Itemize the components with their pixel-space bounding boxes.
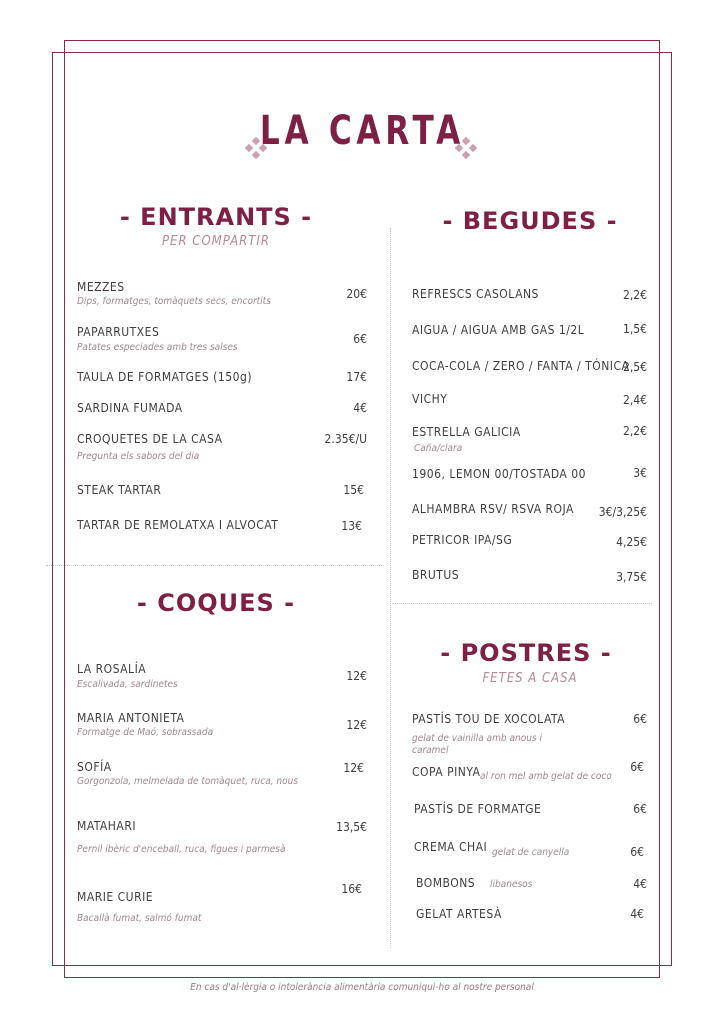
menu-item-price: 13,5€ xyxy=(336,820,367,834)
menu-item-desc: gelat de vainilla amb anous i caramel xyxy=(412,733,542,756)
postres-heading: - POSTRES - xyxy=(440,639,612,667)
vertical-divider xyxy=(390,228,391,948)
menu-item-price: 6€ xyxy=(353,332,367,346)
menu-item-name: MARIA ANTONIETA xyxy=(77,711,185,725)
menu-item-desc: Dips, formatges, tomàquets secs, encortits xyxy=(77,296,271,307)
menu-item-name: CROQUETES DE LA CASA xyxy=(77,432,223,446)
menu-item-price: 2,2€ xyxy=(622,424,647,438)
menu-item-desc: gelat de canyella xyxy=(492,847,570,858)
menu-item-price: 2,2€ xyxy=(622,288,647,302)
menu-item-name: ESTRELLA GALICIA xyxy=(412,425,521,439)
menu-item-desc: al ron mel amb gelat de coco xyxy=(480,771,612,782)
menu-item-price: 12€ xyxy=(346,718,367,732)
menu-item-name: PASTÍS TOU DE XOCOLATA xyxy=(412,712,565,726)
menu-item-price: 4€ xyxy=(630,907,644,921)
menu-item-price: 6€ xyxy=(633,712,647,726)
menu-item-price: 13€ xyxy=(341,519,362,533)
menu-item-name: TARTAR DE REMOLATXA I ALVOCAT xyxy=(77,518,279,532)
menu-item-desc: Pernil ibèric d'enceball, ruca, figues i parmesà xyxy=(77,844,286,855)
menu-item-name: REFRESCS CASOLANS xyxy=(412,287,539,301)
menu-item-desc: libanesos xyxy=(490,879,533,890)
entrants-heading: - ENTRANTS - xyxy=(119,203,313,231)
menu-item-name: SARDINA FUMADA xyxy=(77,401,183,415)
menu-item-price: 6€ xyxy=(633,802,647,816)
postres-subtitle: FETES A CASA xyxy=(482,671,578,686)
menu-item-name: PETRICOR IPA/SG xyxy=(412,533,513,547)
coques-heading: - COQUES - xyxy=(136,589,296,617)
menu-item-price: 6€ xyxy=(630,845,644,859)
menu-item-price: 1,5€ xyxy=(622,322,647,336)
menu-item-name: MEZZES xyxy=(77,280,125,294)
divider-begudes-postres xyxy=(392,603,652,604)
divider-entrants-coques xyxy=(46,565,384,566)
menu-item-name: PASTÍS DE FORMATGE xyxy=(414,802,542,816)
menu-item-name: GELAT ARTESÀ xyxy=(416,907,502,921)
menu-item-price: 3,75€ xyxy=(616,570,647,584)
menu-item-name: STEAK TARTAR xyxy=(77,483,162,497)
allergy-note: En cas d'al·lèrgia o intolerància alimentària comuniqui-ho al nostre personal xyxy=(190,982,534,993)
menu-item-name: PAPARRUTXES xyxy=(77,325,160,339)
menu-item-price: 12€ xyxy=(346,669,367,683)
menu-item-price: 6€ xyxy=(630,760,644,774)
menu-item-name: 1906, LEMON 00/TOSTADA 00 xyxy=(412,467,586,481)
menu-item-desc: Patates especiades amb tres salses xyxy=(77,342,238,353)
menu-item-name: CREMA CHAI xyxy=(414,840,488,854)
menu-item-desc: Caña/clara xyxy=(414,443,463,454)
menu-item-name: SOFÍA xyxy=(77,760,112,774)
menu-item-price: 4€ xyxy=(353,401,367,415)
menu-item-price: 4,25€ xyxy=(616,535,647,549)
menu-item-desc: Gorgonzola, melmelada de tomàquet, ruca, nous xyxy=(77,776,299,787)
menu-item-name: BOMBONS xyxy=(416,876,476,890)
menu-item-name: MARIE CURIE xyxy=(77,890,154,904)
menu-item-name: VICHY xyxy=(412,392,448,406)
menu-item-name: COPA PINYA xyxy=(412,765,481,779)
menu-item-name: AIGUA / AIGUA AMB GAS 1/2L xyxy=(412,323,585,337)
menu-item-price: 15€ xyxy=(343,483,364,497)
menu-item-name: LA ROSALÍA xyxy=(77,662,147,676)
menu-item-desc: Escalivada, sardinetes xyxy=(77,679,178,690)
menu-item-name: COCA-COLA / ZERO / FANTA / TÓNICA xyxy=(412,359,630,373)
entrants-subtitle: PER COMPARTIR xyxy=(162,234,270,249)
begudes-heading: - BEGUDES - xyxy=(442,207,618,235)
menu-item-name: MATAHARI xyxy=(77,819,136,833)
menu-item-desc: Pregunta els sabors del dia xyxy=(77,451,200,462)
menu-item-price: 20€ xyxy=(346,287,367,301)
menu-item-price: 2.35€/U xyxy=(324,432,367,446)
menu-item-price: 2,5€ xyxy=(622,360,647,374)
menu-item-price: 3€ xyxy=(633,466,647,480)
menu-item-price: 3€/3,25€ xyxy=(598,505,647,519)
menu-item-price: 12€ xyxy=(343,761,364,775)
menu-item-name: TAULA DE FORMATGES (150g) xyxy=(77,370,253,384)
menu-item-name: BRUTUS xyxy=(412,568,460,582)
menu-item-desc: Formatge de Maó, sobrassada xyxy=(77,727,214,738)
menu-item-desc: Bacallà fumat, salmó fumat xyxy=(77,913,202,924)
menu-item-price: 17€ xyxy=(346,370,367,384)
menu-item-price: 2,4€ xyxy=(622,393,647,407)
page-title: LA CARTA xyxy=(259,108,465,154)
menu-item-price: 4€ xyxy=(633,877,647,891)
menu-item-price: 16€ xyxy=(341,882,362,896)
menu-item-name: ALHAMBRA RSV/ RSVA ROJA xyxy=(412,502,574,516)
